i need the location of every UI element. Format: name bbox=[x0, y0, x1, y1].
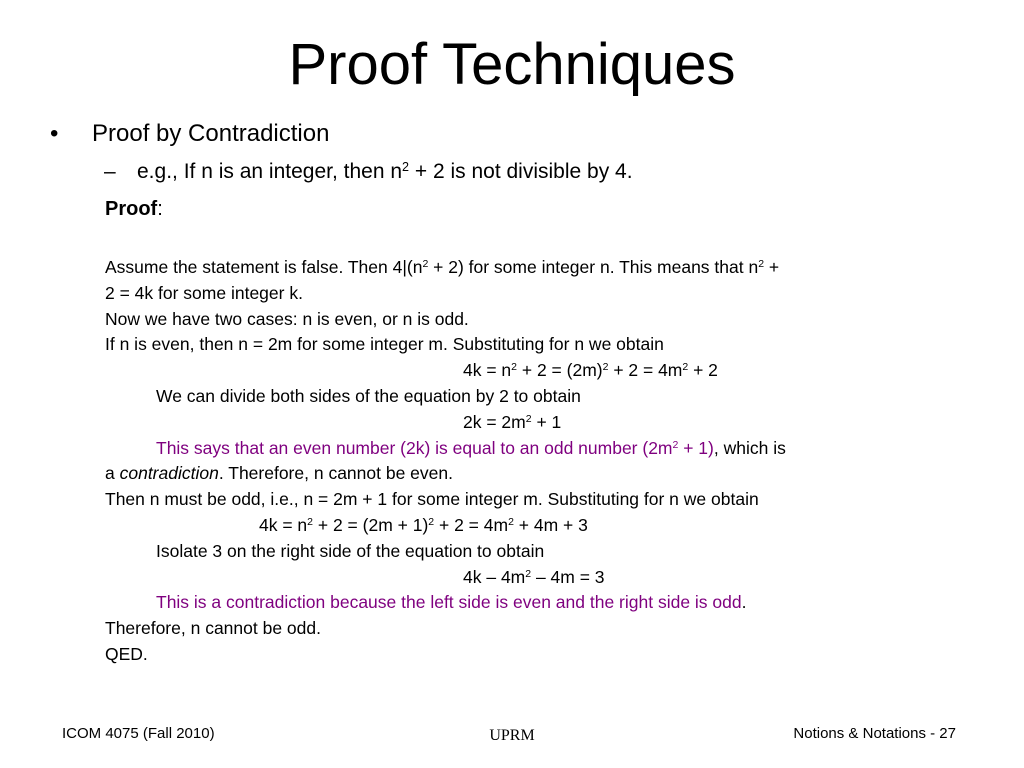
example-suffix: + 2 is not divisible by 4. bbox=[409, 160, 633, 183]
proof-line bbox=[105, 590, 945, 616]
footer-institution: UPRM bbox=[489, 727, 535, 744]
proof-text: 2 = 4k for some integer k. bbox=[105, 282, 303, 303]
equation-text: 4k = n bbox=[259, 514, 308, 535]
proof-text: Isolate 3 on the right side of the equation to obtain bbox=[156, 540, 545, 561]
exponent: 2 bbox=[602, 361, 609, 374]
sub-bullet-item bbox=[104, 158, 633, 186]
proof-text: We can divide both sides of the equation by 2 to obtain bbox=[156, 385, 581, 406]
exponent: 2 bbox=[307, 516, 314, 529]
equation-text: + 1 bbox=[531, 411, 562, 432]
equation-text: + 2 = (2m + 1) bbox=[313, 514, 429, 535]
proof-line bbox=[105, 487, 945, 513]
equation-text: + 2 = (2m) bbox=[517, 360, 603, 381]
proof-text: . bbox=[741, 592, 747, 613]
slide-title: Proof Techniques bbox=[288, 32, 736, 97]
italic-term: contradiction bbox=[119, 463, 219, 484]
equation-text: + 2 = 4m bbox=[434, 514, 509, 535]
proof-text: a bbox=[105, 463, 120, 484]
proof-text: QED. bbox=[105, 643, 148, 664]
proof-word: Proof bbox=[105, 198, 158, 220]
equation-text: + 2 bbox=[688, 360, 718, 381]
emphasis-text: This is a contradiction because the left side is even and the right side is odd bbox=[156, 592, 742, 613]
bullet-item bbox=[50, 119, 329, 149]
proof-text: Therefore, n cannot be odd. bbox=[105, 618, 321, 639]
exponent: 2 bbox=[525, 567, 532, 580]
equation-line bbox=[105, 565, 945, 591]
example-prefix: e.g., If n is an integer, then n bbox=[137, 160, 403, 183]
equation-line bbox=[105, 410, 945, 436]
proof-line bbox=[105, 384, 945, 410]
exponent: 2 bbox=[422, 258, 429, 271]
proof-text: Then n must be odd, i.e., n = 2m + 1 for some integer m. Substituting for n we obtain bbox=[105, 489, 759, 510]
proof-text: + 2) for some integer n. This means that n bbox=[428, 257, 759, 277]
proof-text: + bbox=[764, 257, 780, 277]
exponent: 2 bbox=[508, 516, 514, 529]
proof-colon: : bbox=[157, 198, 163, 220]
proof-text: This says that an even number (2k) is equal to an odd number (2m bbox=[156, 437, 673, 458]
proof-line bbox=[105, 255, 945, 281]
equation-line bbox=[105, 358, 945, 384]
exponent: 2 bbox=[525, 413, 532, 426]
dash-marker: – bbox=[104, 160, 116, 183]
proof-text: , which is bbox=[713, 437, 786, 458]
exponent: 2 bbox=[402, 160, 410, 175]
proof-label bbox=[105, 196, 163, 222]
equation-text: 4k = n bbox=[463, 360, 512, 381]
exponent: 2 bbox=[672, 438, 679, 451]
exponent: 2 bbox=[758, 258, 765, 271]
proof-line bbox=[105, 307, 945, 333]
exponent: 2 bbox=[511, 361, 518, 374]
proof-line bbox=[105, 436, 945, 462]
footer-page-number: Notions & Notations - 27 bbox=[793, 725, 956, 742]
equation-text: 4k – 4m bbox=[463, 566, 526, 587]
proof-text: If n is even, then n = 2m for some integer m. Substituting for n we obtain bbox=[105, 334, 664, 355]
proof-text: Assume the statement is false. Then 4|(n bbox=[105, 257, 423, 277]
exponent: 2 bbox=[428, 516, 435, 529]
equation-text: 2k = 2m bbox=[463, 411, 526, 432]
equation-text: – 4m = 3 bbox=[531, 566, 605, 587]
equation-text: + 4m + 3 bbox=[513, 514, 588, 535]
proof-text: + 1) bbox=[678, 437, 714, 458]
emphasis-text bbox=[156, 438, 714, 458]
proof-line bbox=[105, 616, 945, 642]
proof-line bbox=[105, 539, 945, 565]
proof-line bbox=[105, 281, 945, 307]
proof-line bbox=[105, 461, 945, 487]
exponent: 2 bbox=[682, 361, 689, 374]
bullet-text: Proof by Contradiction bbox=[92, 120, 330, 147]
equation-text: + 2 = 4m bbox=[608, 360, 683, 381]
proof-line bbox=[105, 332, 945, 358]
footer-course: ICOM 4075 (Fall 2010) bbox=[62, 725, 215, 742]
proof-text: Now we have two cases: n is even, or n is odd. bbox=[105, 308, 469, 329]
equation-line bbox=[105, 513, 945, 539]
proof-line bbox=[105, 642, 945, 668]
bullet-dot: • bbox=[50, 120, 59, 147]
proof-text: . Therefore, n cannot be even. bbox=[218, 463, 453, 484]
proof-body bbox=[105, 255, 945, 668]
